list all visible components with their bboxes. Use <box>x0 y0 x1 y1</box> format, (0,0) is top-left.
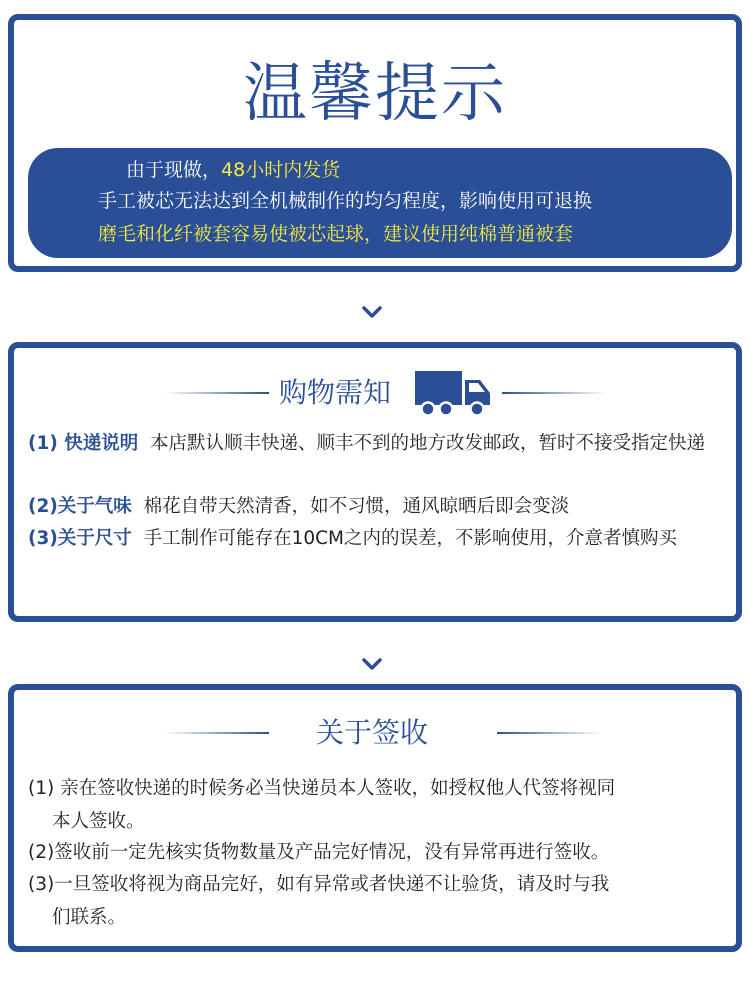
tips-shipping-prefix: 由于现做， <box>126 159 222 181</box>
tips-shipping-highlight: 48小时内发货 <box>221 159 341 181</box>
signing-item-first-line: (1) 亲在签收快递的时候务必当快递员本人签收，如授权他人代签将视同 <box>28 778 616 799</box>
signing-title: 关于签收 <box>316 716 429 749</box>
header-divider-right <box>497 732 602 734</box>
shopping-item-smell <box>28 491 722 522</box>
shopping-notice-panel <box>8 342 742 622</box>
shopping-item-label: (2)关于气味 <box>28 496 132 517</box>
chevron-down-icon <box>357 302 387 322</box>
signing-item-1 <box>28 772 728 838</box>
chevron-down-icon <box>357 654 387 674</box>
header-divider-right <box>502 392 607 394</box>
shopping-item-text: 本店默认顺丰快递、顺丰不到的地方改发邮政，暂时不接受指定快递 <box>150 433 706 454</box>
tips-line-handmade: 手工被芯无法达到全机械制作的均匀程度，影响使用可退换 <box>98 190 593 212</box>
shopping-item-text: 手工制作可能存在10CM之内的误差，不影响使用，介意者慎购买 <box>143 528 677 549</box>
warm-tips-title: 温馨提示 <box>243 57 507 131</box>
signing-item-continuation: 本人签收。 <box>52 811 145 832</box>
warm-tips-panel <box>8 14 742 272</box>
shopping-item-text: 棉花自带天然清香，如不习惯，通风晾晒后即会变淡 <box>143 496 570 517</box>
warm-tips-box <box>28 148 732 258</box>
truck-icon <box>414 368 492 418</box>
signing-item-3 <box>28 868 728 934</box>
shopping-notice-title: 购物需知 <box>279 376 392 409</box>
shopping-notice-header <box>14 368 736 418</box>
tips-line-cover-advice: 磨毛和化纤被套容易使被芯起球，建议使用纯棉普通被套 <box>98 223 574 245</box>
shopping-item-label: (1) 快递说明 <box>28 433 139 454</box>
shopping-item-size <box>28 523 722 554</box>
shopping-item-label: (3)关于尺寸 <box>28 528 132 549</box>
header-divider-left <box>164 732 269 734</box>
signing-item-continuation: 们联系。 <box>52 907 127 928</box>
signing-item-first-line: (2)签收前一定先核实货物数量及产品完好情况，没有异常再进行签收。 <box>28 842 610 863</box>
signing-header <box>14 708 736 758</box>
tips-line-shipping <box>126 157 340 183</box>
signing-item-2 <box>28 836 728 869</box>
signing-item-first-line: (3)一旦签收将视为商品完好，如有异常或者快递不让验货，请及时与我 <box>28 874 610 895</box>
header-divider-left <box>164 392 269 394</box>
signing-panel <box>8 684 742 952</box>
shopping-item-delivery <box>28 428 722 459</box>
